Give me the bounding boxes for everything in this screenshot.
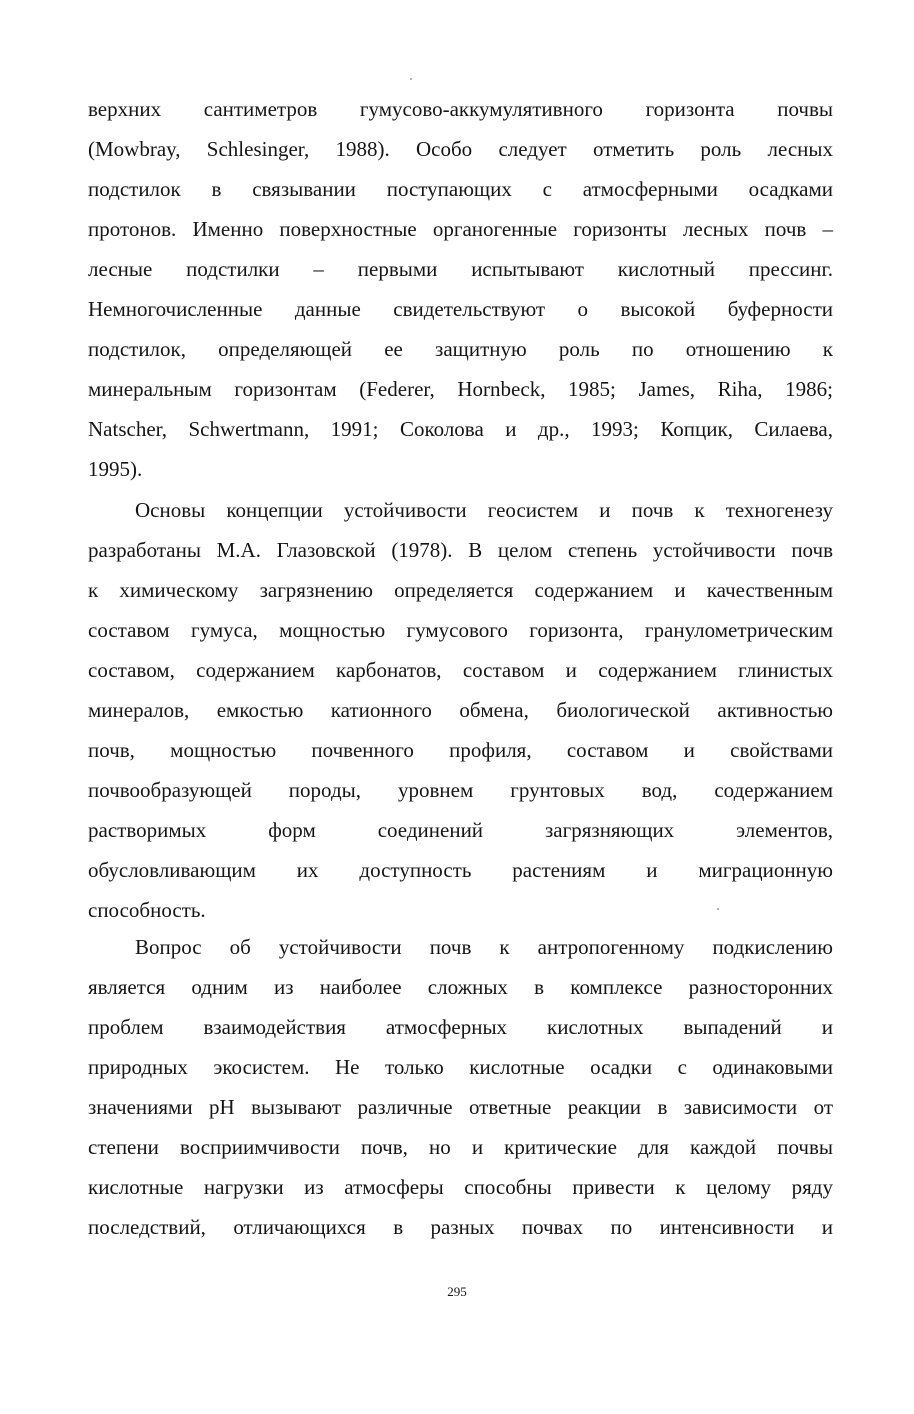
text-line: составом, содержанием карбонатов, составом и содержанием глинистых [88, 658, 833, 682]
scan-speck [717, 908, 719, 910]
text-line: верхних сантиметров гумусово-аккумулятивного горизонта почвы [88, 97, 833, 121]
text-line: почв, мощностью почвенного профиля, составом и свойствами [88, 738, 833, 762]
text-line: минеральным горизонтам (Federer, Hornbeck, 1985; James, Riha, 1986; [88, 377, 833, 401]
text-line: Основы концепции устойчивости геосистем и почв к техногенезу [135, 498, 833, 522]
text-line: значениями pH вызывают различные ответные реакции в зависимости от [88, 1095, 833, 1119]
text-line: лесные подстилки – первыми испытывают кислотный прессинг. [88, 257, 833, 281]
text-line: проблем взаимодействия атмосферных кислотных выпадений и [88, 1015, 833, 1039]
text-line: (Mowbray, Schlesinger, 1988). Особо следует отметить роль лесных [88, 137, 833, 161]
paragraph-2 [88, 490, 833, 930]
text-line: природных экосистем. Не только кислотные осадки с одинаковыми [88, 1055, 833, 1079]
text-line: растворимых форм соединений загрязняющих элементов, [88, 818, 833, 842]
text-line: последствий, отличающихся в разных почвах по интенсивности и [88, 1215, 833, 1239]
text-line: Вопрос об устойчивости почв к антропогенному подкислению [135, 935, 833, 959]
text-line: разработаны М.А. Глазовской (1978). В целом степень устойчивости почв [88, 538, 833, 562]
text-line: Немногочисленные данные свидетельствуют о высокой буферности [88, 297, 833, 321]
text-line: Natscher, Schwertmann, 1991; Соколова и др., 1993; Копцик, Силаева, [88, 417, 833, 441]
text-line: способность. [88, 898, 206, 922]
text-line: к химическому загрязнению определяется содержанием и качественным [88, 578, 833, 602]
text-line: составом гумуса, мощностью гумусового горизонта, гранулометрическим [88, 618, 833, 642]
text-line: кислотные нагрузки из атмосферы способны привести к целому ряду [88, 1175, 833, 1199]
paragraph-1 [88, 89, 833, 489]
text-line: протонов. Именно поверхностные органогенные горизонты лесных почв – [88, 217, 833, 241]
text-line: 1995). [88, 457, 143, 481]
paragraph-3 [88, 927, 833, 1247]
text-line: подстилок, определяющей ее защитную роль по отношению к [88, 337, 833, 361]
text-line: является одним из наиболее сложных в комплексе разносторонних [88, 975, 833, 999]
text-line: минералов, емкостью катионного обмена, биологической активностью [88, 698, 833, 722]
text-line: обусловливающим их доступность растениям и миграционную [88, 858, 833, 882]
scan-speck [410, 78, 412, 80]
text-line: почвообразующей породы, уровнем грунтовых вод, содержанием [88, 778, 833, 802]
page-number: 295 [447, 1284, 467, 1299]
text-line: степени восприимчивости почв, но и критические для каждой почвы [88, 1135, 833, 1159]
text-line: подстилок в связывании поступающих с атмосферными осадками [88, 177, 833, 201]
